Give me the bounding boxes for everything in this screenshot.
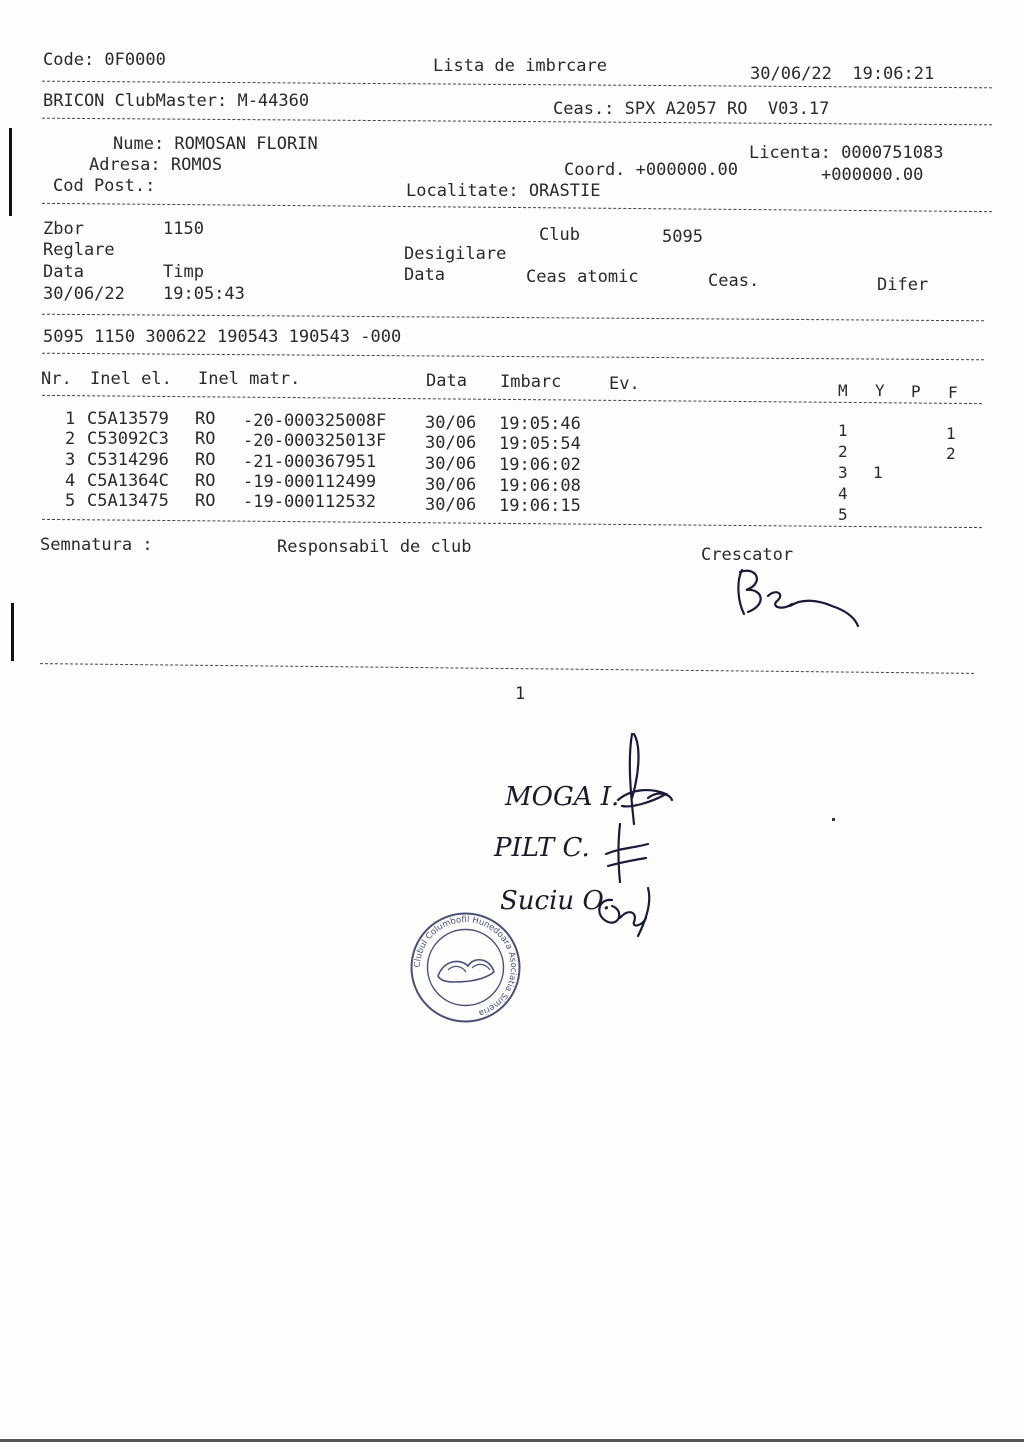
row-ro: RO — [195, 409, 216, 429]
svg-text:Clubul Columbofil Hunedoara As — [413, 915, 518, 1018]
code-label: Code: 0F0000 — [43, 50, 166, 70]
owner-name: Nume: ROMOSAN FLORIN — [113, 134, 318, 154]
atomic-clock-label: Ceas atomic — [526, 267, 639, 287]
owner-address: Adresa: ROMOS — [89, 155, 223, 175]
col-header-imbarc: Imbarc — [500, 372, 562, 392]
row-time: 19:06:15 — [499, 496, 581, 516]
print-datetime: 30/06/22 19:06:21 — [750, 64, 935, 84]
binder-mark-top — [9, 128, 12, 216]
clock-label: Ceas. — [708, 271, 760, 291]
club-label: Club — [539, 225, 580, 245]
handwritten-name-3: Suciu O. — [500, 886, 611, 916]
row-date: 30/06 — [425, 454, 477, 474]
m-value: 1 — [838, 421, 848, 440]
m-value: 3 — [838, 463, 848, 482]
flight-number: 1150 — [163, 219, 204, 239]
divider-5 — [42, 353, 984, 361]
timp-label: Timp — [163, 262, 204, 282]
flight-label: Zbor — [43, 219, 84, 239]
reglare-label: Reglare — [43, 240, 115, 260]
row-ro: RO — [195, 450, 216, 470]
row-inel-el: C5A13579 — [87, 409, 169, 429]
row-time: 19:05:54 — [499, 434, 581, 454]
stamp-text: Clubul Columbofil Hunedoara Asociatia Simeria — [412, 914, 519, 1018]
document-title: Lista de imbrcare — [433, 56, 607, 76]
breeder-label: Crescator — [701, 545, 794, 565]
data-label: Data — [43, 262, 84, 282]
coordinates-label: Coord. +000000.00 — [564, 160, 738, 180]
breeder-signature — [728, 562, 868, 632]
row-nr: 2 — [65, 429, 76, 449]
signature-label: Semnatura : — [40, 535, 153, 555]
row-date: 30/06 — [425, 495, 477, 515]
row-inel-el: C5A1364C — [87, 471, 169, 491]
f-value: 1 — [946, 424, 956, 443]
row-inel-matr: -19-000112499 — [243, 472, 377, 492]
row-nr: 4 — [65, 471, 76, 491]
col-header-data: Data — [426, 371, 467, 391]
divider-2 — [42, 118, 992, 126]
divider-3 — [42, 203, 992, 212]
club-responsible-label: Responsabil de club — [277, 537, 472, 557]
clock-info: Ceas.: SPX A2057 RO V03.17 — [553, 99, 830, 119]
difference-label: Difer — [877, 275, 929, 295]
handwritten-name-1: MOGA I. — [505, 782, 620, 812]
handwritten-name-2: PILT C. — [494, 833, 590, 863]
col-header-inel-el: Inel el. — [90, 369, 172, 389]
y-value: 1 — [873, 463, 883, 482]
flight-code-line: 5095 1150 300622 190543 190543 -000 — [43, 327, 402, 347]
license-number: Licenta: 0000751083 — [749, 143, 944, 163]
divider-8 — [40, 663, 974, 674]
row-inel-el: C5A13475 — [87, 491, 169, 511]
col-header-ev: Ev. — [609, 374, 640, 394]
scan-dot — [832, 818, 835, 821]
postal-code: Cod Post.: — [53, 176, 156, 196]
scan-edge-line — [0, 1439, 1024, 1442]
row-date: 30/06 — [425, 475, 477, 495]
m-value: 2 — [838, 442, 848, 461]
page-number: 1 — [515, 684, 526, 704]
binder-mark-bottom — [11, 603, 14, 661]
row-inel-matr: -21-000367951 — [243, 452, 377, 472]
row-nr: 1 — [65, 409, 76, 429]
handwritten-signature-3 — [590, 882, 670, 942]
row-time: 19:06:08 — [499, 476, 581, 496]
m-value: 5 — [838, 505, 848, 524]
m-value: 4 — [838, 484, 848, 503]
row-time: 19:06:02 — [499, 455, 581, 475]
coordinates-value: +000000.00 — [821, 165, 924, 185]
col-header-m: M — [838, 381, 848, 400]
row-ro: RO — [195, 491, 216, 511]
col-header-nr: Nr. — [41, 369, 72, 389]
col-header-y: Y — [875, 381, 885, 400]
f-value: 2 — [946, 444, 956, 463]
row-ro: RO — [195, 429, 216, 449]
row-time: 19:05:46 — [499, 414, 581, 434]
row-inel-matr: -20-000325008F — [243, 411, 387, 431]
data2-label: Data — [404, 265, 445, 285]
row-date: 30/06 — [425, 413, 477, 433]
row-inel-el: C53092C3 — [87, 429, 169, 449]
desigilare-label: Desigilare — [404, 244, 507, 264]
col-header-inel-matr: Inel matr. — [198, 369, 301, 389]
system-id: BRICON ClubMaster: M-44360 — [43, 91, 310, 111]
row-inel-matr: -20-000325013F — [243, 431, 387, 451]
locality: Localitate: ORASTIE — [406, 181, 601, 201]
col-header-f: F — [948, 383, 958, 402]
col-header-p: P — [911, 382, 921, 401]
divider-4 — [42, 314, 984, 322]
club-number: 5095 — [662, 227, 703, 247]
row-date: 30/06 — [425, 433, 477, 453]
row-inel-matr: -19-000112532 — [243, 492, 377, 512]
handwritten-signature-2 — [600, 818, 660, 888]
row-nr: 5 — [65, 491, 76, 511]
reglare-time: 19:05:43 — [163, 284, 245, 304]
row-inel-el: C5314296 — [87, 450, 169, 470]
row-nr: 3 — [65, 450, 76, 470]
row-ro: RO — [195, 471, 216, 491]
club-stamp — [408, 910, 523, 1025]
reglare-date: 30/06/22 — [43, 284, 125, 304]
